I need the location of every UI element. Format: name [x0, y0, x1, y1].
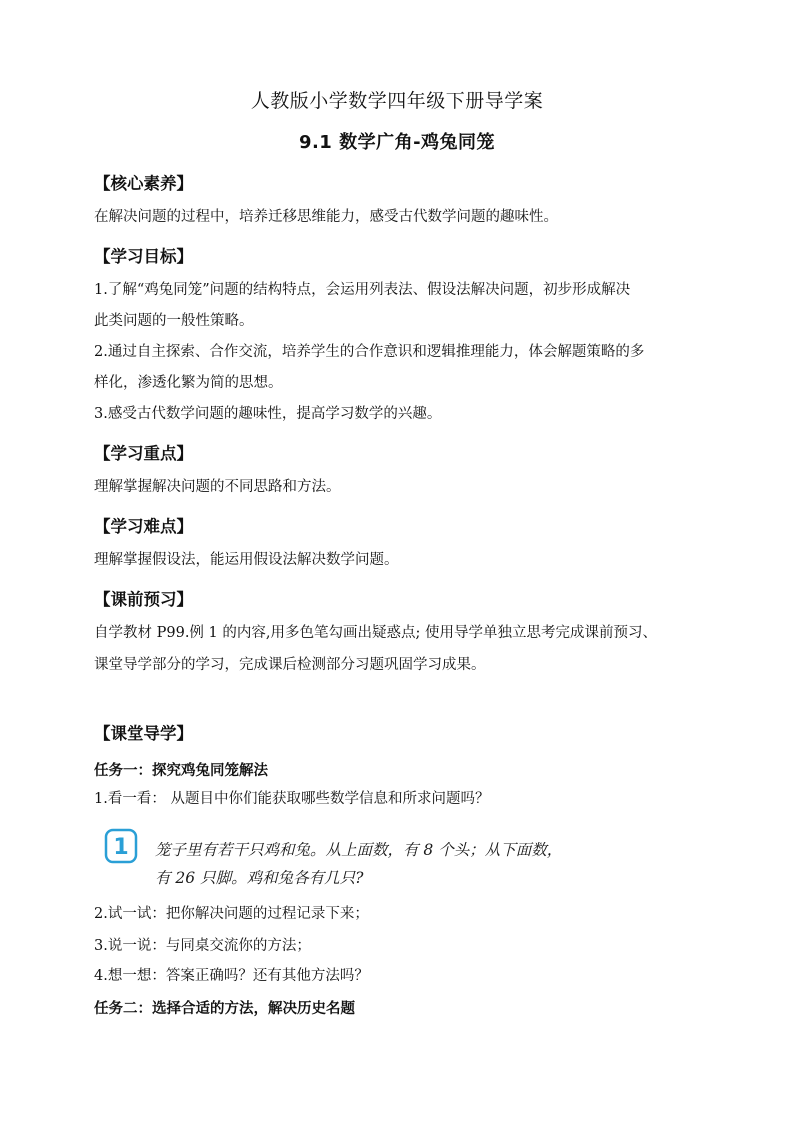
step-think: 4.想一想：答案正确吗？还有其他方法吗？: [94, 968, 369, 984]
step-look: 1.看一看： 从题目中你们能获取哪些数学信息和所求问题吗？: [94, 791, 490, 807]
goal-line: 此类问题的一般性策略。: [94, 313, 254, 329]
difficulty-heading: 【学习难点】: [94, 517, 193, 536]
goal-line: 样化，渗透化繁为简的思想。: [94, 375, 283, 391]
example-badge-shape: [104, 828, 138, 864]
document-title: 人教版小学数学四年级下册导学案: [250, 90, 544, 112]
goal-line: 3.感受古代数学问题的趣味性，提高学习数学的兴趣。: [94, 406, 442, 422]
task-one-title: 任务一：探究鸡兔同笼解法: [94, 763, 268, 779]
difficulty-text: 理解掌握假设法，能运用假设法解决数学问题。: [94, 552, 399, 568]
preview-line: 自学教材 P99.例 1 的内容,用多色笔勾画出疑惑点; 使用导学单独立思考完成课前预习、: [94, 625, 657, 641]
preview-line: 课堂导学部分的学习，完成课后检测部分习题巩固学习成果。: [94, 657, 486, 673]
classroom-guide-heading: 【课堂导学】: [94, 724, 193, 743]
preview-heading: 【课前预习】: [94, 590, 193, 609]
example-problem-line: 有 26 只脚。鸡和兔各有几只?: [155, 869, 364, 887]
key-points-heading: 【学习重点】: [94, 444, 193, 463]
goal-line: 2.通过自主探索、合作交流，培养学生的合作意识和逻辑推理能力，体会解题策略的多: [94, 344, 645, 360]
example-number: 1: [113, 835, 129, 860]
example-number-badge: [104, 828, 138, 864]
task-two-title: 任务二：选择合适的方法，解决历史名题: [94, 1001, 355, 1017]
core-literacy-heading: 【核心素养】: [94, 174, 193, 193]
goal-line: 1.了解“鸡兔同笼”问题的结构特点，会运用列表法、假设法解决问题，初步形成解决: [94, 282, 631, 298]
key-points-text: 理解掌握解决问题的不同思路和方法。: [94, 479, 341, 495]
step-say: 3.说一说：与同桌交流你的方法；: [94, 938, 311, 954]
lesson-subtitle: 9.1 数学广角-鸡兔同笼: [298, 132, 496, 153]
learning-goals-heading: 【学习目标】: [94, 247, 193, 266]
example-problem-line: 笼子里有若干只鸡和兔。从上面数，有 8 个头；从下面数，: [155, 841, 563, 859]
core-literacy-text: 在解决问题的过程中，培养迁移思维能力，感受古代数学问题的趣味性。: [94, 209, 558, 225]
step-try: 2.试一试：把你解决问题的过程记录下来；: [94, 906, 369, 922]
